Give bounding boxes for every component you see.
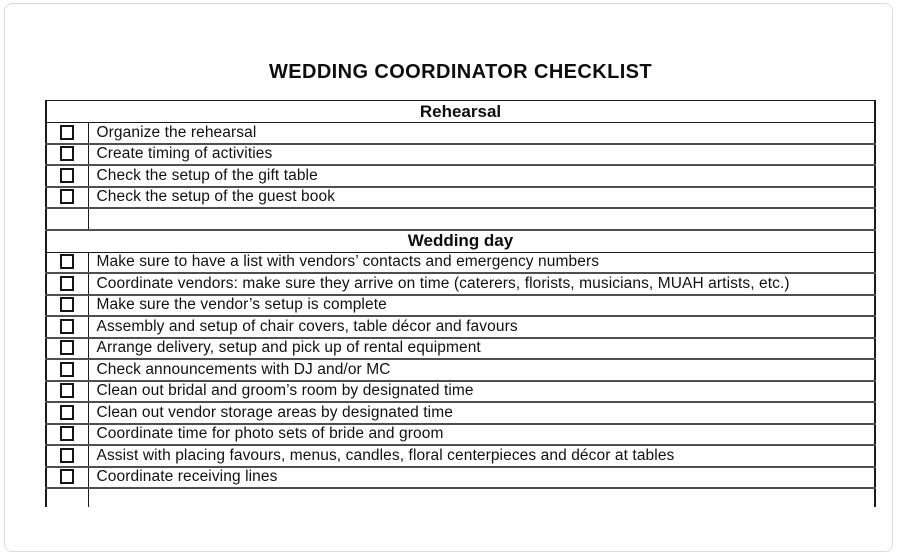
- checklist-item-label: Check announcements with DJ and/or MC: [88, 359, 875, 381]
- section-header-row-wedding-day: [46, 230, 875, 253]
- checklist-row: [46, 123, 875, 144]
- page-title: WEDDING COORDINATOR CHECKLIST: [268, 61, 653, 83]
- checklist-row: [46, 273, 875, 295]
- checklist-item-label: Make sure to have a list with vendors’ contacts and emergency numbers: [88, 252, 875, 273]
- checklist-row: [46, 295, 875, 317]
- empty-item-cell: [88, 488, 875, 507]
- empty-row: [46, 488, 875, 507]
- checkbox-cell: [46, 445, 88, 467]
- checkbox[interactable]: [60, 189, 74, 204]
- checkbox[interactable]: [60, 297, 74, 312]
- checklist-item-label: Create timing of activities: [88, 144, 875, 166]
- checkbox[interactable]: [60, 426, 74, 441]
- checklist-row: [46, 187, 875, 209]
- checklist-item-label: Make sure the vendor’s setup is complete: [88, 295, 875, 317]
- checklist-row: [46, 467, 875, 489]
- checkbox-cell: [46, 187, 88, 209]
- checklist-item-label: Assembly and setup of chair covers, table décor and favours: [88, 316, 875, 338]
- checkbox[interactable]: [60, 383, 74, 398]
- checkbox-cell: [46, 123, 88, 144]
- checklist-item-label: Assist with placing favours, menus, candles, floral centerpieces and décor at tables: [88, 445, 875, 467]
- checkbox[interactable]: [60, 319, 74, 334]
- checkbox[interactable]: [60, 276, 74, 291]
- checkbox-cell: [46, 273, 88, 295]
- checklist-row: [46, 445, 875, 467]
- checkbox-cell: [46, 295, 88, 317]
- checkbox-cell: [46, 252, 88, 273]
- checklist-item-label: Coordinate time for photo sets of bride and groom: [88, 424, 875, 446]
- checklist-item-label: Coordinate vendors: make sure they arrive on time (caterers, florists, musicians, MUAH artists, etc.): [88, 273, 875, 295]
- checkbox-cell: [46, 316, 88, 338]
- checklist-row: [46, 316, 875, 338]
- empty-item-cell: [88, 208, 875, 230]
- section-header-rehearsal: Rehearsal: [46, 101, 875, 123]
- checkbox[interactable]: [60, 125, 74, 140]
- section-header-wedding-day: Wedding day: [46, 230, 875, 253]
- checklist-item-label: Clean out bridal and groom’s room by designated time: [88, 381, 875, 403]
- checkbox-cell: [46, 165, 88, 187]
- checklist-row: [46, 359, 875, 381]
- checkbox[interactable]: [60, 254, 74, 269]
- checkbox[interactable]: [60, 362, 74, 377]
- checklist-row: [46, 338, 875, 360]
- checklist-item-label: Clean out vendor storage areas by designated time: [88, 402, 875, 424]
- checklist-item-label: Coordinate receiving lines: [88, 467, 875, 489]
- checkbox-cell: [46, 424, 88, 446]
- empty-checkbox-cell: [46, 488, 88, 507]
- checklist-row: [46, 402, 875, 424]
- checklist-table: [45, 100, 876, 507]
- checklist-item-label: Check the setup of the gift table: [88, 165, 875, 187]
- checklist-row: [46, 165, 875, 187]
- checklist-item-label: Organize the rehearsal: [88, 123, 875, 144]
- checkbox-cell: [46, 359, 88, 381]
- empty-checkbox-cell: [46, 208, 88, 230]
- checkbox[interactable]: [60, 405, 74, 420]
- document-page: [4, 3, 893, 552]
- checkbox[interactable]: [60, 146, 74, 161]
- checkbox-cell: [46, 144, 88, 166]
- checkbox-cell: [46, 338, 88, 360]
- section-header-row-rehearsal: [46, 101, 875, 123]
- checklist-item-label: Arrange delivery, setup and pick up of rental equipment: [88, 338, 875, 360]
- checklist-row: [46, 381, 875, 403]
- checkbox[interactable]: [60, 448, 74, 463]
- checkbox-cell: [46, 381, 88, 403]
- empty-row: [46, 208, 875, 230]
- checkbox[interactable]: [60, 340, 74, 355]
- checkbox-cell: [46, 402, 88, 424]
- checklist-row: [46, 144, 875, 166]
- checkbox[interactable]: [60, 469, 74, 484]
- checklist-table-body: [46, 101, 875, 508]
- checklist-item-label: Check the setup of the guest book: [88, 187, 875, 209]
- checklist-row: [46, 252, 875, 273]
- checkbox[interactable]: [60, 168, 74, 183]
- checklist-row: [46, 424, 875, 446]
- checkbox-cell: [46, 467, 88, 489]
